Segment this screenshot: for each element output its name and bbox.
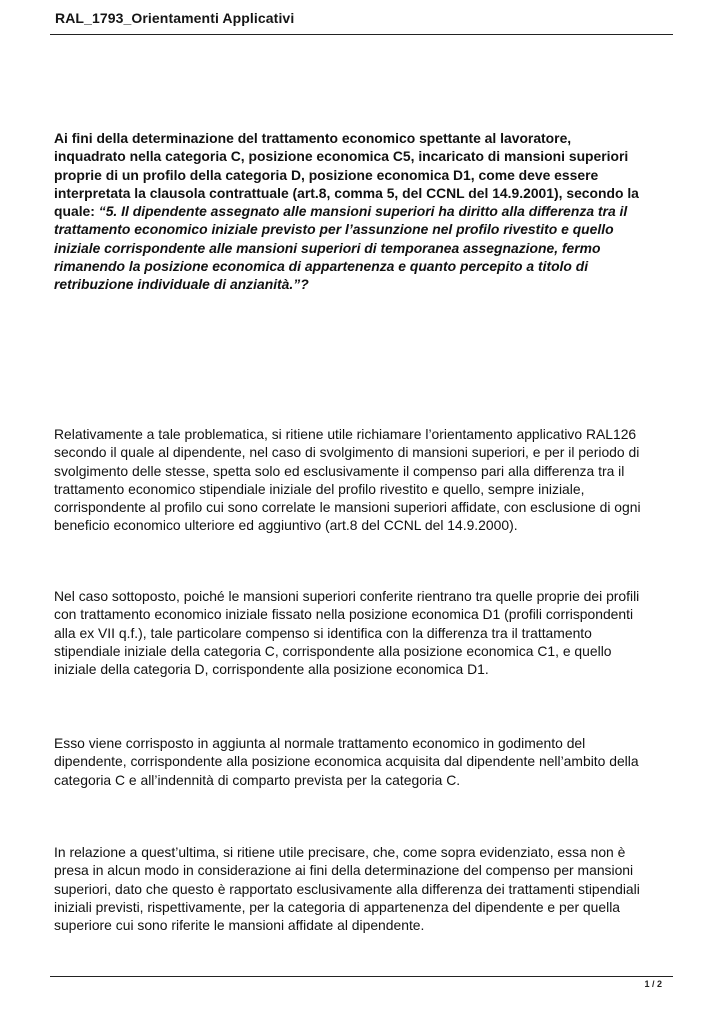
question-paragraph bbox=[54, 129, 679, 294]
question-line: interpretata la clausola contrattuale (art.8, comma 5, del CCNL del 14.9.2001), secondo la bbox=[54, 184, 639, 201]
question-line: Ai fini della determinazione del trattamento economico spettante al lavoratore, bbox=[54, 130, 572, 146]
answer-paragraph-2 bbox=[54, 587, 679, 678]
page-number: 1 / 2 bbox=[644, 979, 662, 989]
quoted-clause-line: trattamento economico iniziale previsto per l’assunzione nel profilo rivestito e quello bbox=[54, 221, 614, 238]
quoted-clause-line: “5. Il dipendente assegnato alle mansioni superiori ha diritto alla differenza tra il bbox=[98, 203, 628, 220]
text-line: Nel caso sottoposto, poiché le mansioni superiori conferite rientrano tra quelle proprie dei profili bbox=[54, 588, 640, 604]
answer-paragraph-1 bbox=[54, 425, 679, 535]
quoted-clause-line: rimanendo la posizione economica di appartenenza e quanto percepito a titolo di bbox=[54, 258, 589, 275]
text-line: categoria C e all’indennità di comparto prevista per la categoria C. bbox=[54, 771, 461, 788]
text-line: svolgimento delle stesse, spetta solo ed esclusivamente il compenso pari alla differenza tra il bbox=[54, 462, 625, 479]
header-divider bbox=[50, 34, 673, 35]
footer-divider bbox=[50, 976, 673, 977]
question-line bbox=[54, 202, 679, 220]
text-line: Relativamente a tale problematica, si ritiene utile richiamare l’orientamento applicativo RAL126 bbox=[54, 426, 637, 442]
question-line: inquadrato nella categoria C, posizione economica C5, incaricato di mansioni superiori bbox=[54, 148, 629, 165]
question-lead-in: quale: bbox=[54, 203, 99, 220]
answer-paragraph-4 bbox=[54, 843, 679, 934]
text-line: stipendiale iniziale della categoria C, corrispondente alla posizione economica C1, e quello bbox=[54, 642, 612, 659]
text-line: alla ex VII q.f.), tale particolare compenso si identifica con la differenza tra il trattamento bbox=[54, 624, 592, 641]
text-line: superiore cui sono riferite le mansioni affidate al dipendente. bbox=[54, 917, 425, 934]
text-line: superiori, dato che questo è rapportato esclusivamente alla differenza dei trattamenti stipendiali bbox=[54, 880, 640, 897]
text-line: dipendente, corrispondente alla posizione economica acquisita dal dipendente nell’ambito della bbox=[54, 753, 639, 770]
text-line: iniziale della categoria D, corrispondente alla posizione economica D1. bbox=[54, 661, 489, 678]
text-line: Esso viene corrisposto in aggiunta al normale trattamento economico in godimento del bbox=[54, 735, 586, 751]
text-line: secondo il quale al dipendente, nel caso di svolgimento di mansioni superiori, e per il periodo di bbox=[54, 444, 640, 461]
text-line: con trattamento economico iniziale fissato nella posizione economica D1 (profili corrispondenti bbox=[54, 606, 634, 623]
text-line: presa in alcun modo in considerazione ai fini della determinazione del compenso per mansioni bbox=[54, 862, 634, 879]
answer-paragraph-3 bbox=[54, 734, 679, 789]
text-line: corrispondente al profilo cui sono correlate le mansioni superiori affidate, con esclusione di ogni bbox=[54, 499, 641, 516]
document-header-title: RAL_1793_Orientamenti Applicativi bbox=[55, 10, 295, 26]
quoted-clause-line: iniziale corrispondente alle mansioni superiori di temporanea assegnazione, fermo bbox=[54, 239, 601, 256]
text-line: iniziali previsti, rispettivamente, per la categoria di appartenenza del dipendente e per quella bbox=[54, 898, 621, 915]
question-line: proprie di un profilo della categoria D, posizione economica D1, come deve essere bbox=[54, 166, 599, 183]
text-line: trattamento economico stipendiale iniziale del profilo rivestito e quello, sempre iniziale, bbox=[54, 480, 585, 497]
text-line: beneficio economico ulteriore ed aggiuntivo (art.8 del CCNL del 14.9.2000). bbox=[54, 517, 518, 534]
text-line: In relazione a quest’ultima, si ritiene utile precisare, che, come sopra evidenziato, essa non è bbox=[54, 844, 626, 860]
quoted-clause-line: retribuzione individuale di anzianità.”? bbox=[54, 276, 309, 293]
